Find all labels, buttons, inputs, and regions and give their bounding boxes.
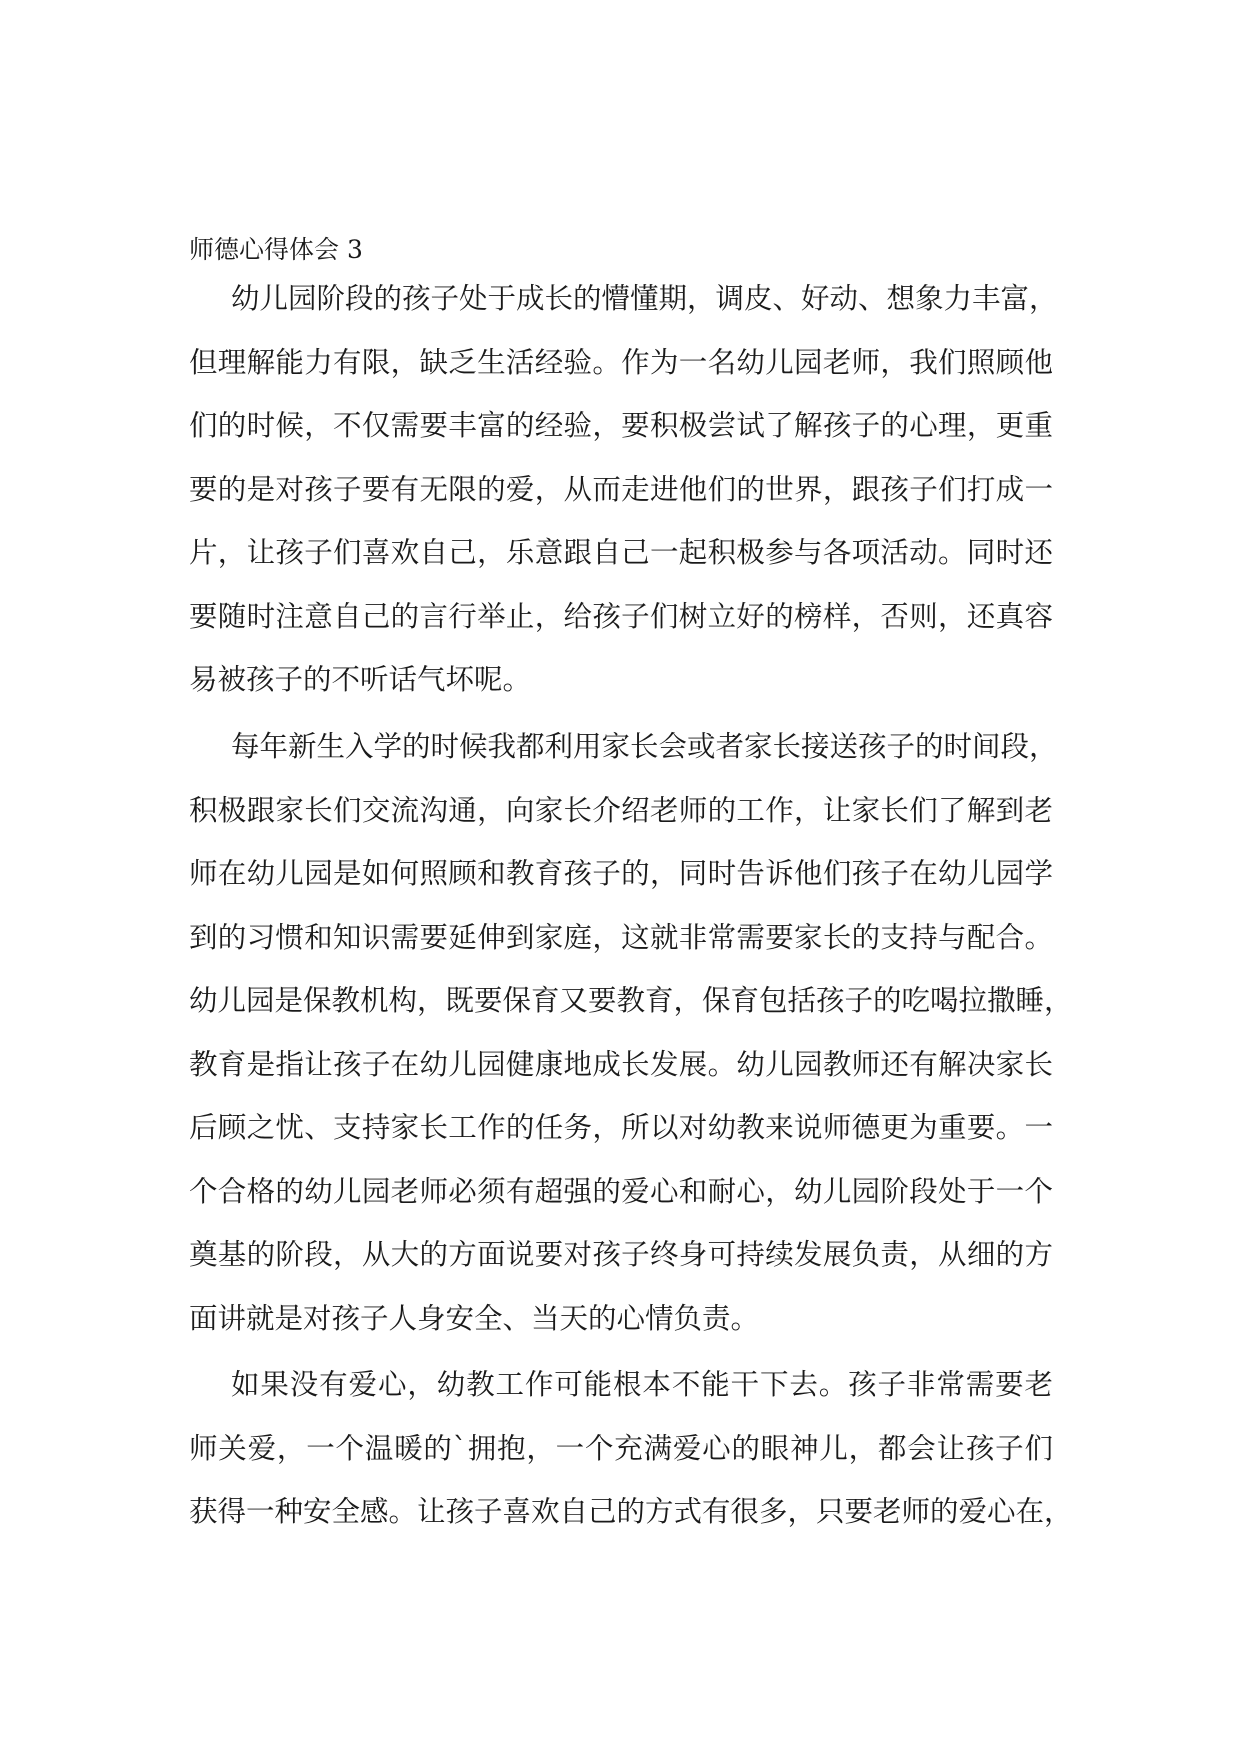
paragraph-2-line-6: 教育是指让孩子在幼儿园健康地成长发展。幼儿园教师还有解决家长 bbox=[189, 1048, 1053, 1081]
paragraph-2-line-9: 奠基的阶段，从大的方面说要对孩子终身可持续发展负责，从细的方 bbox=[189, 1238, 1053, 1271]
paragraph-1-line-6: 要随时注意自己的言行举止，给孩子们树立好的榜样，否则，还真容 bbox=[189, 600, 1053, 633]
paragraph-2-line-8: 个合格的幼儿园老师必须有超强的爱心和耐心，幼儿园阶段处于一个 bbox=[189, 1175, 1053, 1208]
paragraph-1-line-2: 但理解能力有限，缺乏生活经验。作为一名幼儿园老师，我们照顾他 bbox=[189, 346, 1053, 379]
paragraph-2-line-3: 师在幼儿园是如何照顾和教育孩子的，同时告诉他们孩子在幼儿园学 bbox=[189, 857, 1053, 890]
paragraph-1-line-4: 要的是对孩子要有无限的爱，从而走进他们的世界，跟孩子们打成一 bbox=[189, 473, 1053, 506]
paragraph-3-line-2: 师关爱，一个温暖的`拥抱，一个充满爱心的眼神儿，都会让孩子们 bbox=[189, 1432, 1053, 1465]
paragraph-2-line-2: 积极跟家长们交流沟通，向家长介绍老师的工作，让家长们了解到老 bbox=[189, 794, 1053, 827]
document-title: 师德心得体会 3 bbox=[189, 235, 363, 264]
paragraph-3-line-1: 如果没有爱心，幼教工作可能根本不能干下去。孩子非常需要老 bbox=[231, 1368, 1053, 1401]
paragraph-1-line-5: 片，让孩子们喜欢自己，乐意跟自己一起积极参与各项活动。同时还 bbox=[189, 536, 1053, 569]
paragraph-2-line-4: 到的习惯和知识需要延伸到家庭，这就非常需要家长的支持与配合。 bbox=[189, 921, 1053, 954]
paragraph-3-line-3: 获得一种安全感。让孩子喜欢自己的方式有很多，只要老师的爱心在， bbox=[189, 1495, 1073, 1528]
paragraph-2-line-7: 后顾之忧、支持家长工作的任务，所以对幼教来说师德更为重要。一 bbox=[189, 1111, 1053, 1144]
paragraph-1-line-3: 们的时候，不仅需要丰富的经验，要积极尝试了解孩子的心理，更重 bbox=[189, 409, 1053, 442]
paragraph-1-line-7: 易被孩子的不听话气坏呢。 bbox=[189, 663, 532, 696]
paragraph-2-line-5: 幼儿园是保教机构，既要保育又要教育，保育包括孩子的吃喝拉撒睡， bbox=[189, 984, 1073, 1017]
paragraph-2-line-10: 面讲就是对孩子人身安全、当天的心情负责。 bbox=[189, 1302, 760, 1335]
paragraph-2-line-1: 每年新生入学的时候我都利用家长会或者家长接送孩子的时间段， bbox=[231, 730, 1058, 763]
paragraph-1-line-1: 幼儿园阶段的孩子处于成长的懵懂期，调皮、好动、想象力丰富， bbox=[231, 282, 1058, 315]
